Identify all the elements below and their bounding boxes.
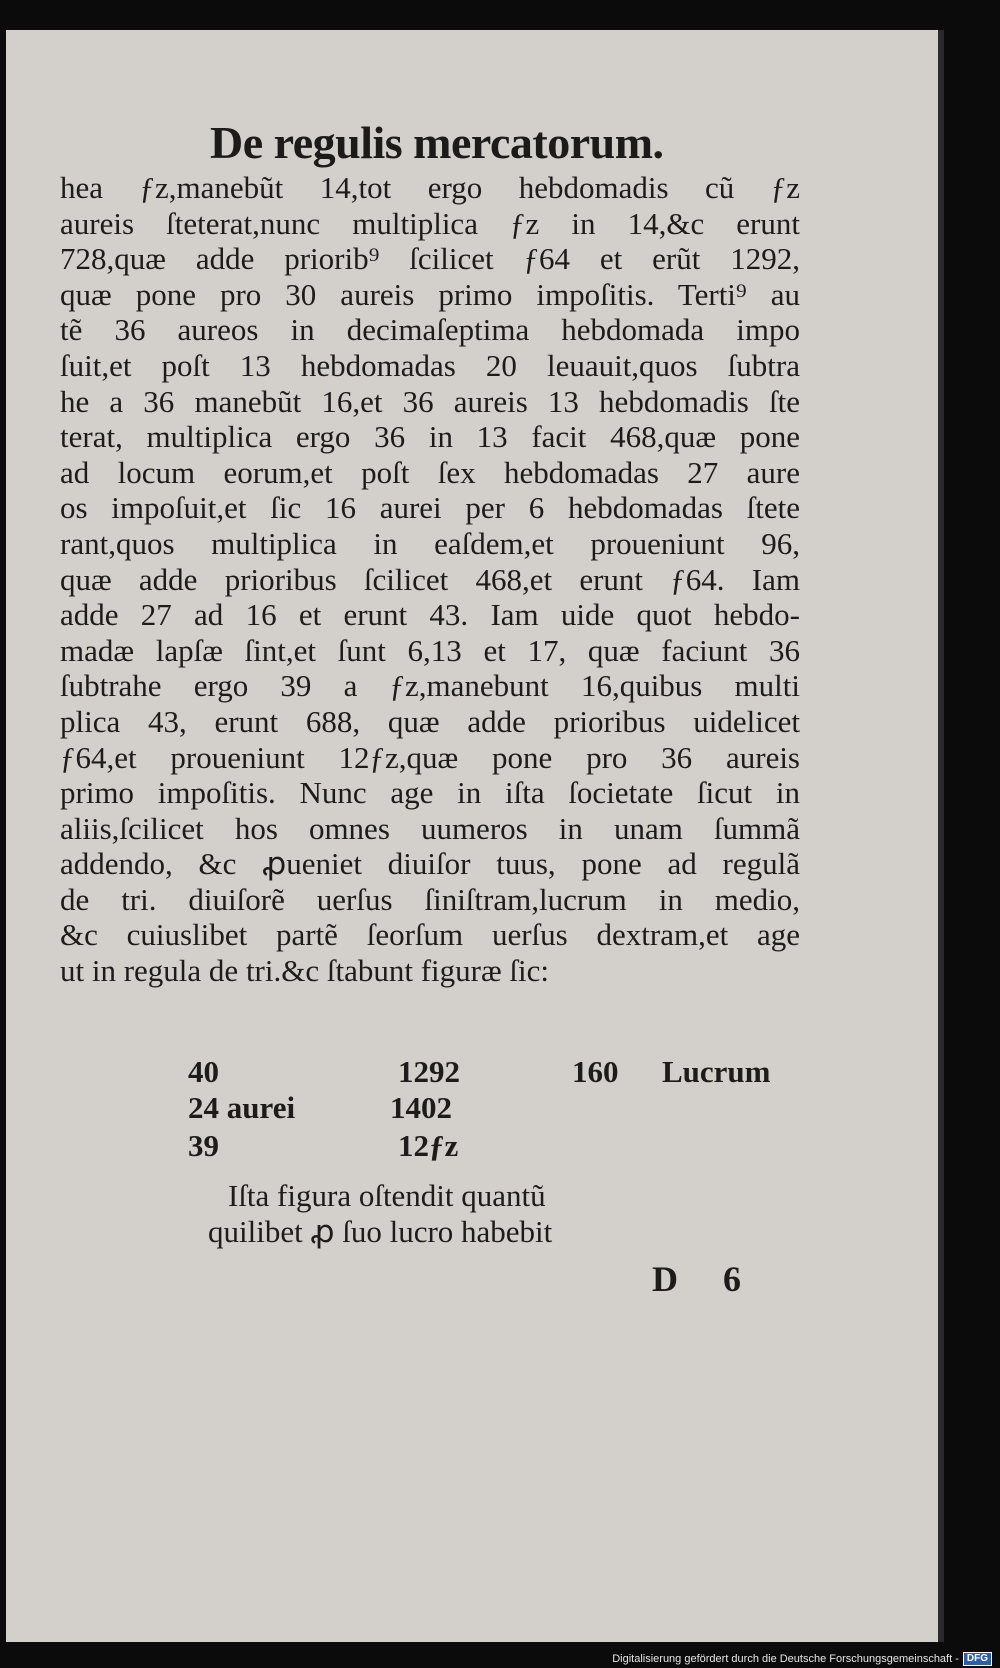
- text-line: de tri. diuiſorẽ uerſus ſiniſtram,lucrum in medio,: [60, 881, 800, 917]
- figure-value: 12ƒz: [398, 1128, 459, 1163]
- figure-caption-line: Iſta figura oſtendit quantũ: [228, 1178, 546, 1213]
- text-line: madæ lapſæ ſint,et ſunt 6,13 et 17, quæ faciunt 36: [60, 632, 800, 668]
- text-line: &c cuiuslibet partẽ ſeorſum uerſus dextram,et age: [60, 917, 800, 953]
- figure-value: 39: [188, 1128, 219, 1163]
- digitization-footer: [612, 1651, 992, 1667]
- text-line: ſuit,et poſt 13 hebdomadas 20 leuauit,quos ſubtra: [60, 347, 800, 383]
- figure-caption-line: quilibet ꝓ ſuo lucro habebit: [208, 1214, 553, 1249]
- text-line: tẽ 36 aureos in decimaſeptima hebdomada impo: [60, 312, 800, 348]
- text-line: primo impoſitis. Nunc age in iſta ſocietate ſicut in: [60, 775, 800, 811]
- text-line: terat, multiplica ergo 36 in 13 facit 468,quæ pone: [60, 419, 800, 455]
- running-heading: De regulis mercatorum.: [210, 117, 664, 168]
- text-line: he a 36 manebũt 16,et 36 aureis 13 hebdomadis ſte: [60, 383, 800, 419]
- figure-value: 24 aurei: [188, 1090, 296, 1125]
- text-line: quæ pone pro 30 aureis primo impoſitis. Terti⁹ au: [60, 276, 800, 312]
- body-text: [60, 170, 800, 989]
- text-line: rant,quos multiplica in eaſdem,et proueniunt 96,: [60, 525, 800, 561]
- signature-mark: D 6: [652, 1259, 759, 1299]
- figure-value: 160: [572, 1054, 619, 1089]
- text-line: ad locum eorum,et poſt ſex hebdomadas 27 aure: [60, 454, 800, 490]
- dfg-logo: DFG: [963, 1652, 992, 1666]
- figure-value: 40: [188, 1054, 219, 1089]
- page-edge-shadow: [938, 30, 944, 1642]
- text-line: aureis ſteterat,nunc multiplica ƒz in 14,&c erunt: [60, 205, 800, 241]
- figure-value: 1292: [398, 1054, 460, 1089]
- text-line: quæ adde prioribus ſcilicet 468,et erunt ƒ64. Iam: [60, 561, 800, 597]
- text-line: adde 27 ad 16 et erunt 43. Iam uide quot hebdo-: [60, 597, 800, 633]
- text-line: 728,quæ adde priorib⁹ ſcilicet ƒ64 et erũt 1292,: [60, 241, 800, 277]
- text-line: ſubtrahe ergo 39 a ƒz,manebunt 16,quibus multi: [60, 668, 800, 704]
- text-line: addendo, &c ꝓueniet diuiſor tuus, pone ad regulã: [60, 846, 800, 882]
- text-line: plica 43, erunt 688, quæ adde prioribus uidelicet: [60, 703, 800, 739]
- footer-text: Digitalisierung gefördert durch die Deutsche Forschungsgemeinschaft -: [612, 1653, 959, 1665]
- text-line: aliis,ſcilicet hos omnes uumeros in unam ſummã: [60, 810, 800, 846]
- text-line: os impoſuit,et ſic 16 aurei per 6 hebdomadas ſtete: [60, 490, 800, 526]
- figure-label: Lucrum: [662, 1054, 771, 1089]
- text-line: ut in regula de tri.&c ſtabunt figuræ ſic:: [60, 953, 549, 989]
- text-line: hea ƒz,manebũt 14,tot ergo hebdomadis cũ ƒz: [60, 170, 800, 205]
- text-line: ƒ64,et proueniunt 12ƒz,quæ pone pro 36 aureis: [60, 739, 800, 775]
- figure-value: 1402: [390, 1090, 452, 1125]
